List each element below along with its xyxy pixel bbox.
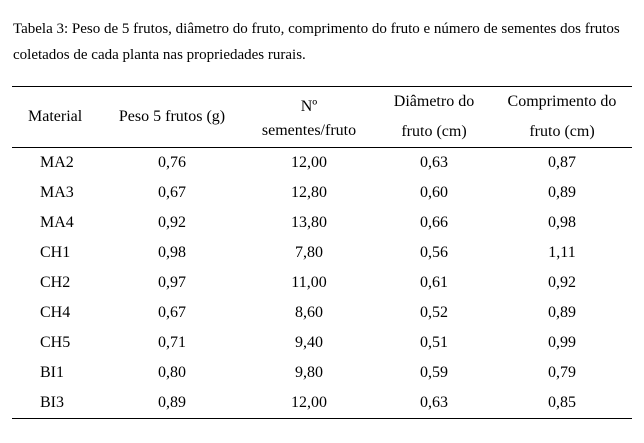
header-material: Material bbox=[28, 108, 83, 125]
table-caption bbox=[13, 16, 639, 68]
cell-peso: 0,67 bbox=[158, 304, 186, 321]
table-row bbox=[12, 358, 632, 388]
caption-line-2: coletados de cada planta nas propriedades rurais. bbox=[13, 47, 306, 63]
data-table-container bbox=[12, 86, 632, 419]
cell-peso: 0,76 bbox=[158, 154, 186, 171]
table-row bbox=[12, 208, 632, 238]
cell-peso: 0,71 bbox=[158, 334, 186, 351]
cell-sementes: 7,80 bbox=[295, 244, 323, 261]
cell-material: CH2 bbox=[40, 274, 71, 291]
data-table bbox=[12, 86, 632, 419]
cell-diametro: 0,59 bbox=[420, 364, 448, 381]
table-row bbox=[12, 268, 632, 298]
cell-material: BI3 bbox=[40, 394, 64, 411]
cell-diametro: 0,66 bbox=[420, 214, 448, 231]
cell-comprimento: 0,89 bbox=[548, 184, 576, 201]
cell-diametro: 0,63 bbox=[420, 394, 448, 411]
header-diametro: Diâmetro do fruto (cm) bbox=[393, 93, 475, 140]
cell-comprimento: 0,98 bbox=[548, 214, 576, 231]
cell-diametro: 0,56 bbox=[420, 244, 448, 261]
cell-material: MA3 bbox=[40, 184, 74, 201]
table-row bbox=[12, 328, 632, 358]
cell-sementes: 12,00 bbox=[291, 154, 327, 171]
cell-diametro: 0,63 bbox=[420, 154, 448, 171]
cell-sementes: 9,40 bbox=[295, 334, 323, 351]
table-row bbox=[12, 388, 632, 419]
cell-comprimento: 1,11 bbox=[548, 244, 576, 261]
cell-peso: 0,92 bbox=[158, 214, 186, 231]
cell-material: CH4 bbox=[40, 304, 71, 321]
cell-peso: 0,98 bbox=[158, 244, 186, 261]
table-row bbox=[12, 238, 632, 268]
cell-sementes: 9,80 bbox=[295, 364, 323, 381]
cell-sementes: 12,80 bbox=[291, 184, 327, 201]
table-row bbox=[12, 298, 632, 328]
cell-diametro: 0,61 bbox=[420, 274, 448, 291]
cell-material: BI1 bbox=[40, 364, 64, 381]
cell-material: MA4 bbox=[40, 214, 74, 231]
table-header bbox=[12, 87, 632, 148]
cell-diametro: 0,52 bbox=[420, 304, 448, 321]
cell-peso: 0,80 bbox=[158, 364, 186, 381]
caption-line-1: Tabela 3: Peso de 5 frutos, diâmetro do fruto, comprimento do fruto e número de sementes dos frutos bbox=[13, 21, 620, 37]
header-sementes: Nº sementes/fruto bbox=[261, 98, 357, 139]
cell-comprimento: 0,79 bbox=[548, 364, 576, 381]
cell-material: MA2 bbox=[40, 154, 74, 171]
table-row bbox=[12, 178, 632, 208]
cell-diametro: 0,51 bbox=[420, 334, 448, 351]
header-peso: Peso 5 frutos (g) bbox=[118, 108, 226, 125]
table-row bbox=[12, 148, 632, 179]
header-comprimento: Comprimento do fruto (cm) bbox=[507, 93, 617, 140]
cell-sementes: 8,60 bbox=[295, 304, 323, 321]
cell-peso: 0,89 bbox=[158, 394, 186, 411]
header-row bbox=[12, 87, 632, 148]
cell-material: CH5 bbox=[40, 334, 71, 351]
cell-sementes: 13,80 bbox=[291, 214, 327, 231]
cell-peso: 0,67 bbox=[158, 184, 186, 201]
cell-sementes: 12,00 bbox=[291, 394, 327, 411]
cell-comprimento: 0,87 bbox=[548, 154, 576, 171]
cell-comprimento: 0,99 bbox=[548, 334, 576, 351]
cell-sementes: 11,00 bbox=[291, 274, 327, 291]
cell-material: CH1 bbox=[40, 244, 71, 261]
cell-comprimento: 0,89 bbox=[548, 304, 576, 321]
cell-diametro: 0,60 bbox=[420, 184, 448, 201]
cell-comprimento: 0,92 bbox=[548, 274, 576, 291]
cell-comprimento: 0,85 bbox=[548, 394, 576, 411]
table-body bbox=[12, 148, 632, 419]
cell-peso: 0,97 bbox=[158, 274, 186, 291]
